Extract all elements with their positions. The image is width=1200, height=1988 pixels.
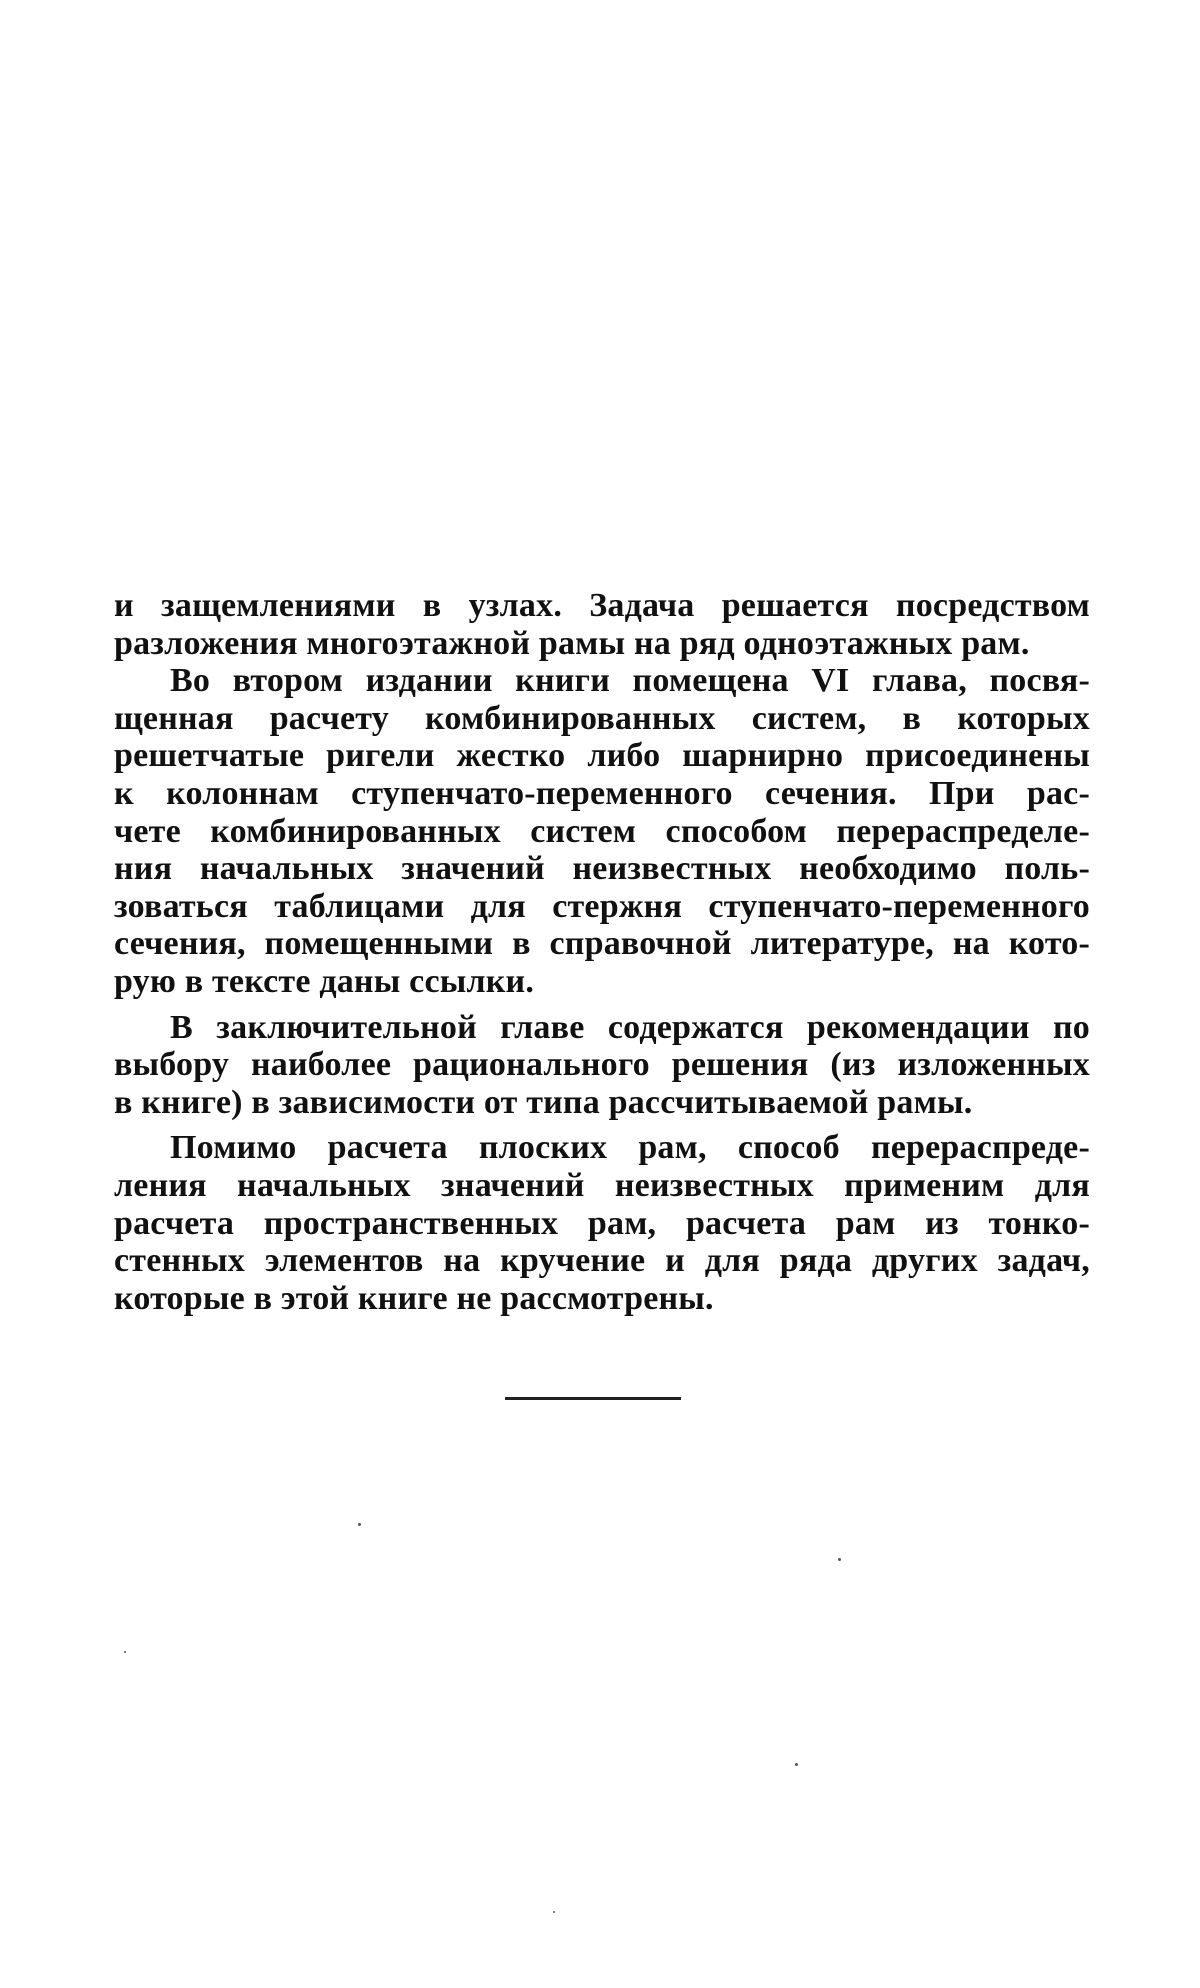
text-line: разложения многоэтажной рамы на ряд одноэтажных рам.: [114, 624, 1030, 662]
paragraph-first-line: Помимо расчета плоских рам, способ перераспреде-: [170, 1129, 1090, 1167]
text-line: которые в этой книге не рассмотрены.: [114, 1279, 714, 1317]
text-line: к колоннам ступенчато-переменного сечения. При рас-: [114, 774, 1090, 812]
body-text: [114, 587, 1090, 1317]
scan-speck: [553, 1911, 555, 1913]
text-line: ния начальных значений неизвестных необходимо поль-: [114, 850, 1090, 888]
section-end-rule: [505, 1397, 681, 1400]
text-line: расчета пространственных рам, расчета рам из тонко-: [114, 1204, 1090, 1242]
text-line: зоваться таблицами для стержня ступенчато-переменного: [114, 887, 1090, 925]
text-line: чете комбинированных систем способом перераспределе-: [114, 812, 1090, 850]
scan-speck: [358, 1523, 361, 1526]
text-line: и защемлениями в узлах. Задача решается посредством: [114, 587, 1090, 624]
text-line: сечения, помещенными в справочной литературе, на кото-: [114, 925, 1090, 963]
paragraph-first-line: Во втором издании книги помещена VI глава, посвя-: [170, 662, 1090, 700]
scan-speck: [795, 1763, 798, 1766]
text-line: щенная расчету комбинированных систем, в которых: [114, 699, 1090, 737]
paragraph-gap: [114, 1001, 1090, 1009]
text-line: решетчатые ригели жестко либо шарнирно присоединены: [114, 737, 1090, 775]
text-line: стенных элементов на кручение и для ряда других задач,: [114, 1242, 1090, 1280]
scan-speck: [838, 1558, 841, 1561]
text-line: выбору наиболее рационального решения (из изложенных: [114, 1046, 1090, 1084]
text-line: рую в тексте даны ссылки.: [114, 962, 535, 1000]
paragraph-gap: [114, 1121, 1090, 1129]
paragraph-first-line: В заключительной главе содержатся рекомендации по: [170, 1008, 1090, 1046]
scan-speck: [124, 1651, 126, 1653]
text-line: в книге) в зависимости от типа рассчитываемой рамы.: [114, 1083, 973, 1121]
text-line: ления начальных значений неизвестных применим для: [114, 1166, 1090, 1204]
